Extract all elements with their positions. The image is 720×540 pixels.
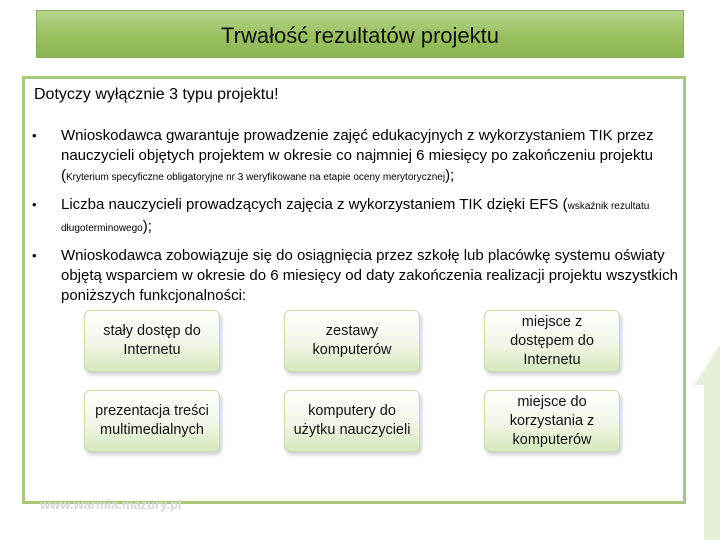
bullet-dot-icon: • [32,248,37,263]
bullet-text: Wnioskodawca gwarantuje prowadzenie zajęć edukacyjnych z wykorzystaniem TIK przez nauczycieli objętych projektem w okresie co najmniej 6 miesięcy po zakończeniu projektu [61,127,654,164]
bracket-open: ( [562,196,568,213]
bracket-open: ( [61,167,66,184]
feature-box-internet-place: miejsce z dostępem do Internetu [484,310,620,372]
bullet-item [30,126,680,188]
slide-title: Trwałość rezultatów projektu [221,23,499,48]
bullet-text: Wnioskodawca zobowiązuje się do osiągnięcia przez szkołę lub placówkę systemu oświaty objętą wsparciem w okresie do 6 miesięcy od daty zakończenia realizacji projektu wszystkich poniższych funkcjonalności: [61,247,678,304]
bullet-text: Liczba nauczycieli prowadzących zajęcia z wykorzystaniem TIK dzięki EFS [61,196,563,213]
feature-box-computer-place: miejsce do korzystania z komputerów [484,390,620,452]
feature-box-computer-sets: zestawy komputerów [284,310,420,372]
heading: Dotyczy wyłącznie 3 typu projektu! [34,86,279,103]
bullet-item [30,246,680,306]
feature-box-multimedia: prezentacja treści multimedialnych [84,390,220,452]
decorative-arrow-icon [684,345,720,540]
bullet-note: Kryterium specyficzne obligatoryjne nr 3 weryfikowane na etapie oceny merytorycznej [66,172,446,183]
bullet-list [30,126,680,313]
feature-box-teacher-computers: komputery do użytku nauczycieli [284,390,420,452]
bracket-close: ); [142,218,152,235]
title-bar [36,10,684,58]
bullet-dot-icon: • [32,197,37,212]
bracket-close: ); [445,167,455,184]
bullet-dot-icon: • [32,128,37,143]
footer-url: www.warmia.mazury.pl [40,497,182,512]
bullet-item [30,195,680,239]
feature-box-internet-access: stały dostęp do Internetu [84,310,220,372]
bullet-note: wskaźnik rezultatu długoterminowego [61,201,650,234]
